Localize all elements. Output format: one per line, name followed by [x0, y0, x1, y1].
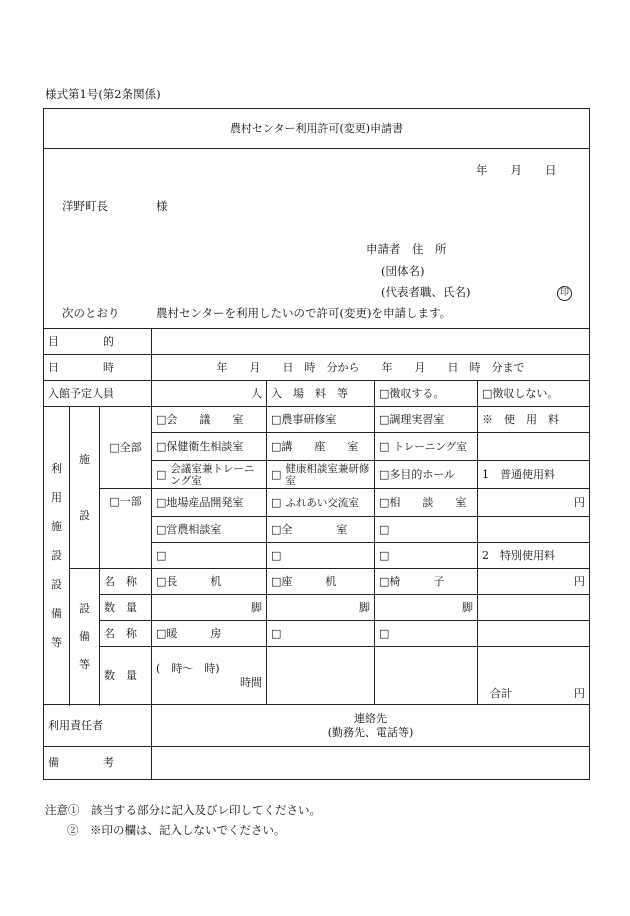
room-koza[interactable]: □講 座 室 — [267, 433, 375, 461]
facility-all-checkbox[interactable]: □全部 — [100, 407, 152, 489]
equip-floor-desk-qty[interactable]: 脚 — [267, 595, 375, 621]
room-eino[interactable]: □営農相談室 — [152, 517, 267, 543]
equip-name-label-1: 名 称 — [100, 569, 152, 595]
seal-mark: 印 — [557, 284, 572, 301]
remarks-label: 備 考 — [44, 747, 152, 780]
room-extra-2[interactable]: □ — [152, 543, 267, 569]
special-fee-amount: 円 — [478, 569, 590, 595]
form-number-label: 様式第1号(第2条関係) — [45, 87, 161, 101]
applicant-address-label[interactable]: 申請者 住 所 — [366, 242, 447, 256]
normal-fee-amount: 円 — [478, 489, 590, 517]
room-extra-3[interactable]: □ — [267, 543, 375, 569]
room-kenko-kenshu[interactable]: □ 健康相談室兼研修室 — [267, 461, 375, 489]
contact-sub-label: (勤務先、電話等) — [327, 725, 414, 739]
notes — [45, 800, 321, 840]
equip-extra-2[interactable]: □ — [375, 621, 478, 647]
time-range: ( 時～ 時) — [156, 661, 220, 675]
note-1: 注意① 該当する部分に記入及びレ印してください。 — [45, 803, 321, 817]
visitors-label: 入館予定人員 — [44, 381, 152, 407]
addressee-honorific: 様 — [156, 199, 168, 213]
equip-floor-desk[interactable]: □座 机 — [267, 569, 375, 595]
application-header — [44, 149, 590, 329]
facility-part-checkbox[interactable]: □一部 — [100, 489, 152, 569]
equipment-label: 設備等 — [70, 569, 100, 705]
normal-fee-label: 1 普通使用料 — [478, 461, 590, 489]
fee-cell — [478, 595, 590, 621]
equip-desk[interactable]: □長 机 — [152, 569, 267, 595]
room-extra-1[interactable]: □ — [375, 517, 478, 543]
purpose-field[interactable] — [152, 329, 590, 355]
fee-no-collect-checkbox[interactable]: □徴収しない。 — [478, 381, 590, 407]
form-title: 農村センター利用許可(変更)申請書 — [44, 109, 590, 149]
room-tamokuteki[interactable]: □多目的ホール — [375, 461, 478, 489]
note-2: ② ※印の欄は、記入しないでください。 — [67, 823, 286, 837]
equip-extra-qty-2[interactable] — [375, 647, 478, 705]
equip-name-label-2: 名 称 — [100, 621, 152, 647]
fee-label: 入 場 料 等 — [267, 381, 375, 407]
group-name-label[interactable]: (団体名) — [381, 264, 425, 278]
datetime-field[interactable]: 年 月 日 時 分から 年 月 日 時 分まで — [152, 355, 590, 381]
date-line[interactable]: 年 月 日 — [476, 163, 557, 177]
room-noji[interactable]: □農事研修室 — [267, 407, 375, 433]
usage-group-label: 利用施設設備等 — [44, 407, 70, 705]
equip-extra-qty-1[interactable] — [267, 647, 375, 705]
room-kaigi[interactable]: □会 議 室 — [152, 407, 267, 433]
datetime-label: 日 時 — [44, 355, 152, 381]
hours-unit: 時間 — [240, 675, 262, 689]
room-training[interactable]: □ トレーニング室 — [375, 433, 478, 461]
room-chori[interactable]: □調理実習室 — [375, 407, 478, 433]
fee-collect-checkbox[interactable]: □徴収する。 — [375, 381, 478, 407]
room-fureai[interactable]: □ ふれあい交流室 — [267, 489, 375, 517]
remarks-field[interactable] — [152, 747, 590, 780]
fee-cell — [478, 433, 590, 461]
room-jiba[interactable]: □地場産品開発室 — [152, 489, 267, 517]
fee-cell — [478, 621, 590, 647]
room-hoken[interactable]: □保健衛生相談室 — [152, 433, 267, 461]
room-kaigi-training[interactable]: □ 会議室兼トレーニング室 — [152, 461, 267, 489]
room-zenshitsu[interactable]: □全 室 — [267, 517, 375, 543]
fee-header: ※ 使 用 料 — [478, 407, 590, 433]
room-extra-4[interactable]: □ — [375, 543, 478, 569]
special-fee-label: 2 特別使用料 — [478, 543, 590, 569]
visitors-field[interactable]: 人 — [152, 381, 267, 407]
fee-cell — [478, 517, 590, 543]
equip-qty-label-2: 数 量 — [100, 647, 152, 705]
equip-heating-hours[interactable] — [152, 647, 267, 705]
purpose-label: 目 的 — [44, 329, 152, 355]
equip-chair-qty[interactable]: 脚 — [375, 595, 478, 621]
responsible-contact-field[interactable] — [152, 705, 590, 747]
application-form-table — [43, 108, 590, 780]
equip-qty-label-1: 数 量 — [100, 595, 152, 621]
equip-chair[interactable]: □椅 子 — [375, 569, 478, 595]
addressee: 洋野町長 — [62, 199, 108, 213]
equip-extra-1[interactable]: □ — [267, 621, 375, 647]
statement-text: 農村センターを利用したいので許可(変更)を申請します。 — [156, 306, 452, 320]
responsible-label: 利用責任者 — [44, 705, 152, 747]
representative-label[interactable]: (代表者職、氏名) — [381, 285, 471, 299]
contact-label: 連絡先 — [354, 711, 388, 725]
total-fee: 合計 円 — [478, 647, 590, 705]
equip-desk-qty[interactable]: 脚 — [152, 595, 267, 621]
equip-heating[interactable]: □暖 房 — [152, 621, 267, 647]
statement-prefix: 次のとおり — [62, 306, 120, 320]
room-sodan[interactable]: □相 談 室 — [375, 489, 478, 517]
facility-label: 施設 — [70, 407, 100, 569]
